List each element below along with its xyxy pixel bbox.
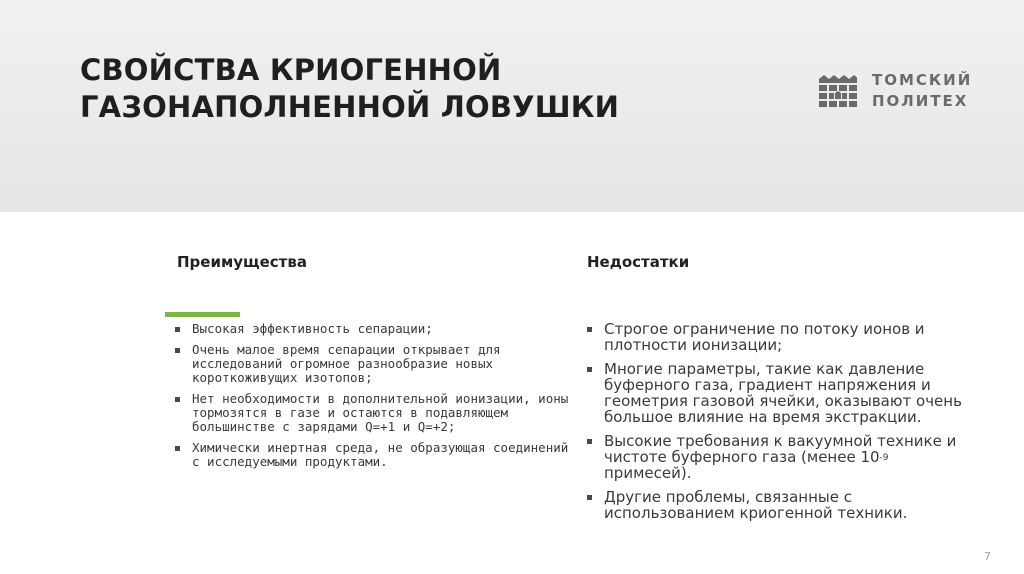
list-item: Очень малое время сепарации открывает для исследований огромное разнообразие новых короткоживущих изотопов; [172,343,572,385]
list-item: Другие проблемы, связанные с использованием криогенной техники. [584,489,979,521]
logo-line-1: ТОМСКИЙ [872,71,973,89]
tpu-building-icon [818,72,858,108]
list-item: Строгое ограничение по потоку ионов и плотности ионизации; [584,321,979,353]
accent-bar [165,312,240,317]
list-item [584,433,979,481]
advantages-list [172,322,572,476]
logo-line-2: ПОЛИТЕХ [872,92,969,110]
list-item: Многие параметры, такие как давление буферного газа, градиент напряжения и геометрия газовой ячейки, оказывают очень большое влияние на время экстракции. [584,361,979,425]
header-band [0,0,1024,212]
title-line-2: ГАЗОНАПОЛНЕННОЙ ЛОВУШКИ [80,90,620,124]
list-item: Химически инертная среда, не образующая соединений с исследуемыми продуктами. [172,441,572,469]
page-number: 7 [984,550,991,563]
logo-wordmark [872,70,972,112]
superscript-exponent: -9 [879,453,889,463]
title-line-1: СВОЙСТВА КРИОГЕННОЙ [80,53,502,87]
list-item: Высокая эффективность сепарации; [172,322,572,336]
tomsk-polytech-logo [818,70,988,112]
page-title [80,52,619,126]
advantages-heading: Преимущества [177,253,307,271]
list-item-text-end: примесей). [604,464,692,482]
list-item-text: Высокие требования к вакуумной технике и чистоте буферного газа (менее 10 [604,432,957,466]
disadvantages-heading: Недостатки [587,253,690,271]
list-item: Нет необходимости в дополнительной ионизации, ионы тормозятся в газе и остаются в подавляющем большинстве с зарядами Q=+1 и Q=+2; [172,392,572,434]
disadvantages-list [584,321,979,529]
